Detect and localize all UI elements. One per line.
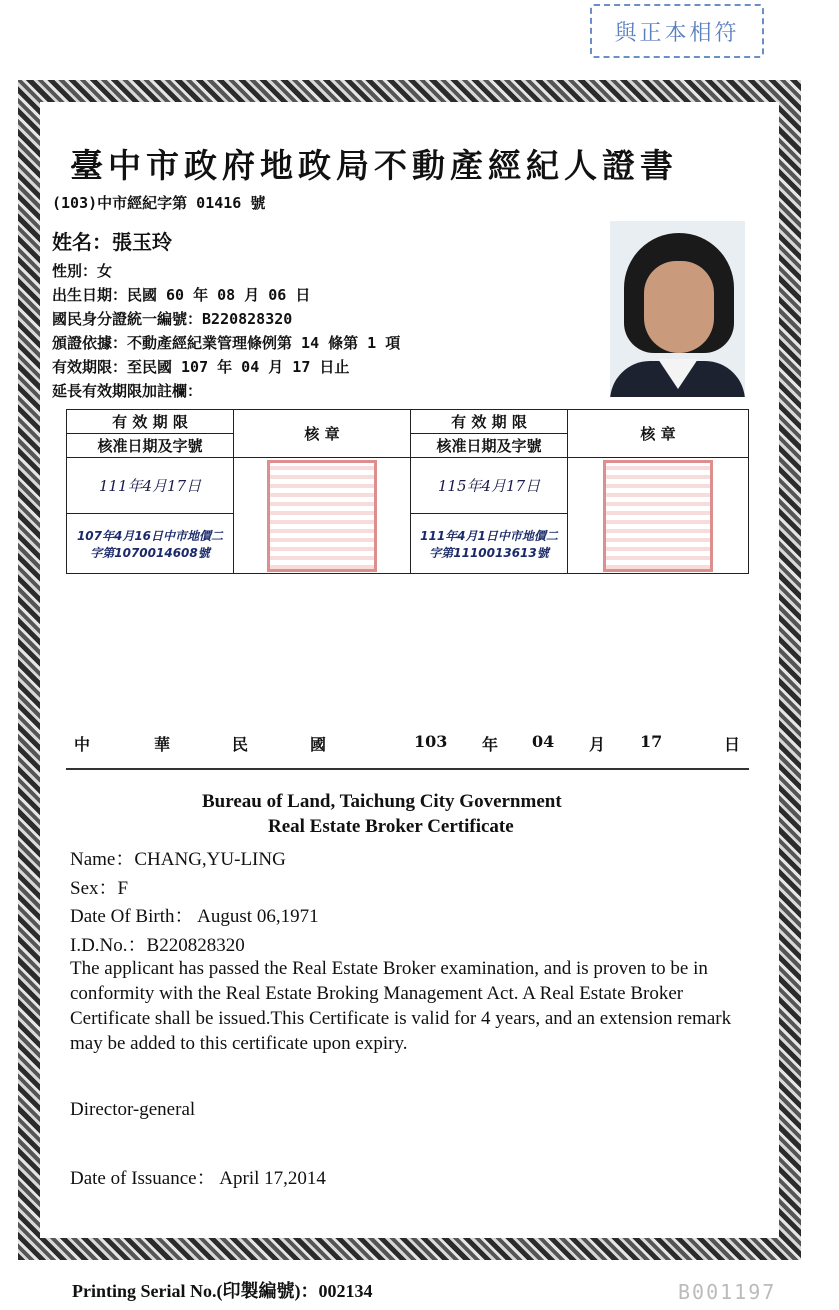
holder-sex: 性別：女 [52,262,113,280]
date-min: 民 [232,735,249,754]
row1-valid-date: 111年4月17日 [67,458,234,514]
holder-name: 姓名：張玉玲 [52,230,172,254]
sex-en: Sex：F [70,878,129,899]
holder-dob: 出生日期：民國 60 年 08 月 06 日 [52,286,311,304]
statement-en: The applicant has passed the Real Estate Broker examination, and is proven to be in conformity with the Real Estate Broking Management Act. A Real Estate Broker Certificate shall be issued.This Certificate is valid for 4 years, and an extension remark may be added to this certificate upon expiry. [70,958,732,1054]
col-approval-date-2: 核准日期及字號 [411,434,568,458]
extension-note-label: 延長有效期限加註欄： [52,382,203,400]
row2-seal [568,458,749,574]
date-guo: 國 [310,735,327,754]
row2-valid-date: 115年4月17日 [411,458,568,514]
printing-serial: Printing Serial No.(印製編號)：002134 [72,1281,373,1301]
certificate-number: (103)中市經紀字第 01416 號 [52,194,266,212]
holder-id: 國民身分證統一編號：B220828320 [52,310,293,328]
row1-seal [234,458,411,574]
date-zhong: 中 [74,735,91,754]
divider [66,768,749,770]
certificate-body [44,104,771,1230]
serial-code: B001197 [678,1280,777,1304]
holder-photo [610,221,745,397]
date-month: 04 [532,732,555,751]
row1-approval: 107年4月16日中市地價二 字第1070014608號 [67,514,234,574]
col-valid-period-2: 有 效 期 限 [411,410,568,434]
validity: 有效期限：至民國 107 年 04 月 17 日止 [52,358,350,376]
extension-table [66,409,749,574]
issue-basis: 頒證依據：不動產經紀業管理條例第 14 條第 1 項 [52,334,401,352]
row2-approval: 111年4月1日中市地價二 字第1110013613號 [411,514,568,574]
certified-copy-stamp: 與正本相符 [590,4,764,58]
official-seal [267,460,377,572]
name-en: Name：CHANG,YU-LING [70,849,286,870]
col-valid-period: 有 效 期 限 [67,410,234,434]
director-en: Director-general [70,1099,196,1120]
col-approval-date: 核准日期及字號 [67,434,234,458]
agency-en: Bureau of Land, Taichung City Government [202,791,562,812]
date-year: 103 [414,732,448,751]
issuance-en: Date of Issuance： April 17,2014 [70,1168,326,1189]
date-year-label: 年 [482,735,499,754]
date-hua: 華 [154,735,171,754]
official-seal-2 [603,460,713,572]
date-day-label: 日 [724,735,741,754]
cert-title-en: Real Estate Broker Certificate [268,816,514,837]
date-month-label: 月 [589,735,606,754]
id-en: I.D.No.：B220828320 [70,935,245,956]
col-seal: 核 章 [234,410,411,458]
col-seal-2: 核 章 [568,410,749,458]
certificate-title: 臺中市政府地政局不動產經紀人證書 [70,146,678,185]
date-day: 17 [640,732,663,751]
dob-en: Date Of Birth： August 06,1971 [70,906,319,927]
